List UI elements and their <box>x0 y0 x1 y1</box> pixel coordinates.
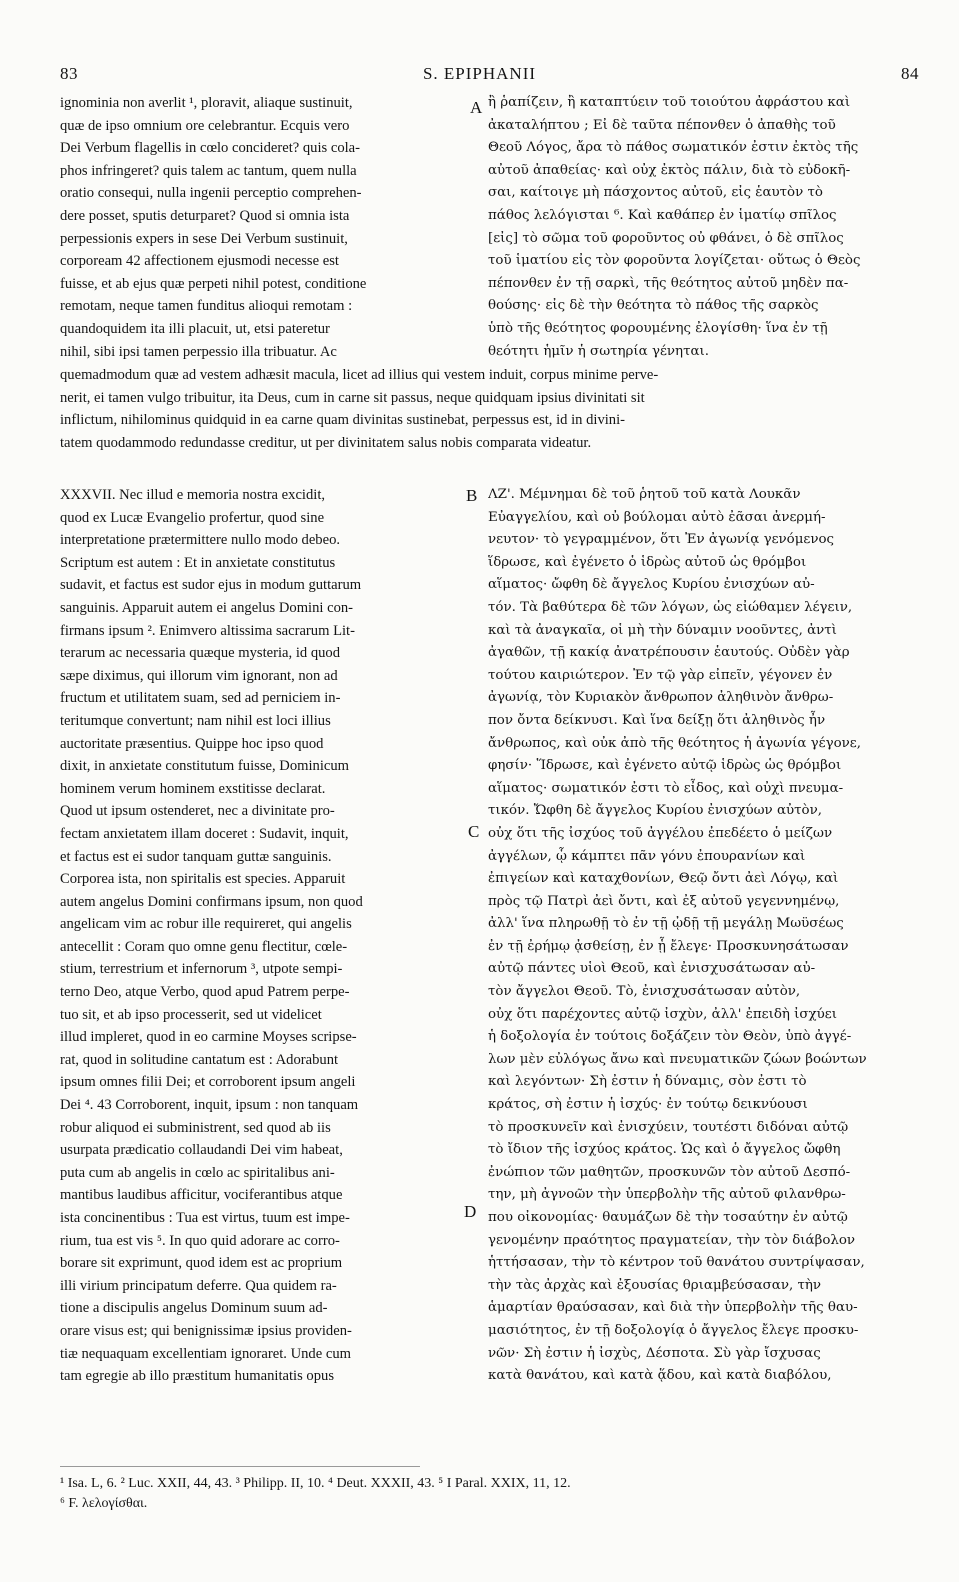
text-line: ipsum omnes filii Dei; et corroborent ipsum angeli <box>60 1074 356 1091</box>
text-line: πάθος λελόγισται ⁶. Καὶ καθάπερ ἐν ἱματίῳ σπῖλος <box>488 207 837 223</box>
text-line: tiæ nequaquam excellentiam ignoraret. Unde cum <box>60 1345 351 1362</box>
text-line: την, μὴ ἀγνοῶν τὴν ὑπερβολὴν τῆς αὐτοῦ φιλανθρω- <box>488 1187 846 1203</box>
text-line: κράτος, σὴ ἐστιν ἡ ἰσχύς· ἐν τούτῳ δεικνύουσι <box>488 1097 808 1113</box>
text-line: perpessionis expers in sese Dei Verbum sustinuit, <box>60 230 348 247</box>
text-line: sæpe diximus, qui illorum vim ignorant, non ad <box>60 667 338 684</box>
text-line: illud impleret, quod in eo carmine Moyses scripse- <box>60 1029 357 1046</box>
text-line: μασιότητος, ἐν τῇ δοξολογίᾳ ὁ ἄγγελος ἔλεγε προσκυ- <box>488 1322 859 1338</box>
text-line: ὑπὸ τῆς θεότητος φορουμένης ἐλογίσθη· ἵνα ἐν τῇ <box>488 320 828 336</box>
section-marker-c: C <box>468 822 480 841</box>
text-line: inflictum, nihilominus quidquid in ea carne quam divinitas sustinebat, perpessus est, id in divini- <box>60 412 626 429</box>
text-line: νῶν· Σὴ ἐστιν ἡ ἰσχὺς, Δέσποτα. Σὺ γὰρ ἴσχυσας <box>488 1345 821 1361</box>
text-line: ignominia non averlit ¹, ploravit, aliaque sustinuit, <box>60 95 353 111</box>
text-line: quemadmodum quæ ad vestem adhæsit macula, licet ad illius qui vestem induit, corpus minime perve- <box>60 367 659 383</box>
section-marker-b: B <box>466 486 478 505</box>
text-line: τὸν ἄγγελοι Θεοῦ. Τὸ, ἐνισχυσάτωσαν αὐτὸν, <box>488 984 801 1000</box>
section-marker-d: D <box>464 1202 477 1221</box>
text-line: πρὸς τῷ Πατρὶ ἀεὶ ὄντι, καὶ ἐξ αὐτοῦ γεγεννημένῳ, <box>488 893 840 909</box>
page-number-left: 83 <box>60 64 78 83</box>
text-line: interpretatione prætermittere nullo modo debeo. <box>60 532 341 549</box>
text-line: quandoquidem ita illi placuit, ut, etsi pateretur <box>60 320 330 337</box>
text-line: τὸ προσκυνεῖν καὶ ἐνισχύειν, τουτέστι διδόναι αὐτῷ <box>488 1119 849 1135</box>
text-line: puta cum ab angelis in cœlo ac spiritalibus ani- <box>60 1164 335 1181</box>
text-line: terarum ac necessaria quæque mysteria, id quod <box>60 645 341 662</box>
text-line: γενομένην πραότητος πραγματείαν, τὴν τὸν διάβολον <box>488 1232 856 1248</box>
text-line: teritumque convertunt; nam nihil est loci illius <box>60 712 331 729</box>
text-line: et factus est ei sudor tanquam guttæ sanguinis. <box>60 848 332 865</box>
text-line: τοῦ ἱματίου εἰς τὸν φοροῦντα λογίζεται· οὕτως ὁ Θεὸς <box>488 253 861 269</box>
text-line: ἵδρωσε, καὶ ἐγένετο ὁ ἱδρὼς αὐτοῦ ὡς θρόμβοι <box>488 554 807 570</box>
text-line: tione a discipulis angelus Dominum suum ad- <box>60 1300 328 1317</box>
text-line: ΛΖ'. Μέμνημαι δὲ τοῦ ῥητοῦ τοῦ κατὰ Λουκᾶν <box>488 487 801 502</box>
text-line: που οἰκονομίας· θαυμάζων δὲ τὴν τοσαύτην ἐν αὐτῷ <box>488 1210 848 1225</box>
latin-column-section-1 <box>60 92 468 363</box>
text-line: λων μὲν εὐλόγως ἄνω καὶ πνευματικῶν ζώων βοώντων <box>488 1051 867 1067</box>
text-line: ἄνθρωπος, καὶ οὐκ ἀπὸ τῆς θεότητος ἡ ἀγωνία γέγονε, <box>488 735 861 751</box>
latin-column-section-2 <box>60 484 468 1388</box>
text-line: ista concinentibus : Tua est virtus, tuum est impe- <box>60 1210 350 1226</box>
text-line: φησίν· Ἵδρωσε, καὶ ἐγένετο αὐτῷ ἱδρὼς ὡς θρόμβοι <box>488 758 842 774</box>
greek-column-section-1 <box>488 92 920 363</box>
text-line: auctoritate præsentius. Quippe hoc ipso quod <box>60 735 324 752</box>
text-line: ἀκαταλήπτου ; Εἰ δὲ ταῦτα πέπονθεν ὁ ἀπαθὴς τοῦ <box>488 117 836 133</box>
text-line: ἢ ῥαπίζειν, ἢ καταπτύειν τοῦ τοιούτου ἀφράστου καὶ <box>488 95 851 110</box>
text-line: αἵματος· σωματικόν ἐστι τὸ εἶδος, καὶ οὐχὶ πνευμα- <box>488 780 844 796</box>
text-line: corpoream 42 affectionem ejusmodi necesse est <box>60 253 339 270</box>
text-line: borare sit exprimunt, quod idem est ac proprium <box>60 1255 343 1272</box>
text-line: dixit, in anxietate constitutum fuisse, Dominicum <box>60 758 349 775</box>
text-line: τούτου καιριώτερον. Ἐν τῷ γὰρ εἰπεῖν, γέγονεν ἐν <box>488 667 833 683</box>
text-line: fuisse, et ab ejus quæ perpeti nihil potest, conditione <box>60 275 367 292</box>
text-line: ἀγγέλων, ᾧ κάμπτει πᾶν γόνυ ἐπουρανίων καὶ <box>488 848 806 864</box>
text-line: καὶ τὰ ἀναγκαῖα, οἱ μὴ τὴν δύναμιν νοοῦντες, ἀντὶ <box>488 622 837 638</box>
text-line: robur aliquod ei subministrent, sed quod ab iis <box>60 1119 331 1136</box>
greek-column-section-2 <box>488 484 920 1388</box>
text-line: θεότητι ἡμῖν ἡ σωτηρία γένηται. <box>488 343 710 359</box>
text-line: ἀγαθῶν, τῇ κακίᾳ ἀνατρέπουσιν ἑαυτούς. Οὐδὲν γὰρ <box>488 645 850 661</box>
text-line: nihil, sibi ipsi tamen perpessio illa tribuatur. Ac <box>60 343 337 360</box>
text-line: τικόν. Ὤφθη δὲ ἄγγελος Κυρίου ἐνισχύων αὐτὸν, <box>488 803 822 819</box>
text-line: angelicam vim ac robur ille requireret, qui angelis <box>60 916 352 933</box>
latin-full-width-paragraph <box>60 364 920 454</box>
text-line: πέπονθεν ἐν τῇ σαρκὶ, τῆς θεότητος αὐτοῦ μηδὲν πα- <box>488 275 849 291</box>
text-line: τὸ ἴδιον τῆς ἰσχύος κράτος. Ὡς καὶ ὁ ἄγγελος ὤφθη <box>488 1142 841 1158</box>
text-line: illi virium principatum deferre. Qua quidem ra- <box>60 1277 337 1294</box>
text-line: ἡττήσασαν, τὴν τὸ κέντρον τοῦ θανάτου συντρίψασαν, <box>488 1255 865 1271</box>
footnotes <box>60 1474 920 1514</box>
section-marker-a: A <box>470 98 483 117</box>
page-number-right: 84 <box>901 64 919 83</box>
text-line: Scriptum est autem : Et in anxietate constitutus <box>60 554 336 571</box>
text-line: Dei Verbum flagellis in cœlo concideret? quis cola- <box>60 140 361 157</box>
text-line: mantibus laudibus afficitur, vociferantibus atque <box>60 1187 343 1204</box>
text-line: Quod ut ipsum ostenderet, nec a divinitate pro- <box>60 803 335 820</box>
text-line: Θεοῦ Λόγος, ἄρα τὸ πάθος σωματικόν ἐστιν ἐκτὸς τῆς <box>488 140 859 156</box>
footnote-divider <box>60 1466 420 1467</box>
text-line: nerit, ei tamen vulgo tribuitur, ita Deus, cum in carne sit passus, neque quidquam ipsius divinitati sit <box>60 389 645 406</box>
text-line: ἀγωνίᾳ, τὸν Κυριακὸν ἄνθρωπον ἀληθινὸν ἄνθρω- <box>488 690 834 706</box>
text-line: πον ὄντα δείκνυσι. Καὶ ἵνα δείξῃ ὅτι ἀληθινὸς ἦν <box>488 712 826 728</box>
text-line: sanguinis. Apparuit autem ei angelus Domini con- <box>60 599 354 616</box>
text-line: Dei ⁴. 43 Corroborent, inquit, ipsum : non tanquam <box>60 1097 359 1114</box>
text-line: νευτον· τὸ γεγραμμένον, ὅτι Ἐν ἀγωνίᾳ γενόμενος <box>488 532 835 548</box>
text-line: XXXVII. Nec illud e memoria nostra excidit, <box>60 487 326 503</box>
text-line: remotam, neque tamen funditus alioqui remotam : <box>60 298 353 315</box>
text-line: quod ex Lucæ Evangelio profertur, quod sine <box>60 509 325 526</box>
text-line: ἡ δοξολογία ἐν τούτοις δοξάζειν τὸν Θεὸν, ὑπὸ ἀγγέ- <box>488 1029 852 1045</box>
footnote-line: ¹ Isa. L, 6. ² Luc. XXII, 44, 43. ³ Philipp. II, 10. ⁴ Deut. XXXII, 43. ⁵ I Paral. XXIX, 11, 12. <box>60 1476 571 1491</box>
text-line: οὐχ ὅτι τῆς ἰσχύος τοῦ ἀγγέλου ἐπεδέετο ὁ μείζων <box>488 825 833 841</box>
text-line: οὐχ ὅτι παρέχοντες αὐτῷ ἰσχὺν, ἀλλ' ἐπειδὴ ἰσχύει <box>488 1006 837 1022</box>
text-line: τόν. Τὰ βαθύτερα δὲ τῶν λόγων, ὡς εἰώθαμεν λέγειν, <box>488 599 853 615</box>
text-line: τὴν τὰς ἀρχὰς καὶ ἐξουσίας θριαμβεύσασαν, τὴν <box>488 1277 822 1293</box>
text-line: Corporea ista, non spiritalis est species. Apparuit <box>60 871 346 888</box>
text-line: tuo sit, et ab ipso processerit, sed ut videlicet <box>60 1006 322 1023</box>
text-line: rat, quod in solitudine cantatum est : Adorabunt <box>60 1051 339 1068</box>
text-line: quæ de ipso omnium ore celebrantur. Ecquis vero <box>60 117 350 134</box>
text-line: stium, terrestrium et infernorum ³, utpote sempi- <box>60 961 343 978</box>
text-line: usurpata prædicatio collaudandi Dei vim habeat, <box>60 1142 343 1159</box>
text-line: phos infringeret? quis talem ac tantum, quem nulla <box>60 162 357 179</box>
text-line: ἀλλ' ἵνα πληρωθῇ τὸ ἐν τῇ ᾠδῇ τῇ μεγάλῃ Μωϋσέως <box>488 916 844 932</box>
text-line: terno Deo, atque Verbo, quod apud Patrem perpe- <box>60 984 350 1001</box>
text-line: ἐνώπιον τῶν μαθητῶν, προσκυνῶν τὸν αὐτοῦ Δεσπό- <box>488 1164 851 1180</box>
text-line: θούσης· εἰς δὲ τὴν θεότητα τὸ πάθος τῆς σαρκὸς <box>488 298 819 314</box>
running-title: S. EPIPHANII <box>422 64 537 83</box>
text-line: Εὐαγγελίου, καὶ οὐ βούλομαι αὐτὸ ἐᾶσαι ἀνερμή- <box>488 509 826 525</box>
text-line: antecellit : Coram quo omne genu flectitur, cœle- <box>60 938 348 955</box>
text-line: oratio consequi, nulla ingenii perceptio comprehen- <box>60 185 362 202</box>
text-line: σαι, καίτοιγε μὴ πάσχοντος αὐτοῦ, εἰς ἑαυτὸν τὸ <box>488 185 823 201</box>
text-line: καὶ λεγόντων· Σὴ ἐστιν ἡ δύναμις, σὸν ἐστι τὸ <box>488 1074 807 1090</box>
text-line: ἐπιγείων καὶ καταχθονίων, Θεῷ ὄντι ἀεὶ Λόγῳ, καὶ <box>488 871 839 887</box>
text-line: αὐτοῦ ἀπαθείας· καὶ οὐχ ἐκτὸς πάλιν, διὰ τὸ εὐδοκῆ- <box>488 162 851 178</box>
text-line: ἐν τῇ ἐρήμῳ ᾀσθείσῃ, ἐν ᾗ ἔλεγε· Προσκυνησάτωσαν <box>488 938 849 954</box>
text-line: autem angelus Domini confirmans ipsum, non quod <box>60 893 363 910</box>
text-line: firmans ipsum ². Enimvero altissima sacrarum Lit- <box>60 622 355 639</box>
text-line: hominem verum hominem exstitisse declarat. <box>60 780 326 797</box>
text-line: tam egregie ab illo præstitum humanitatis opus <box>60 1368 334 1385</box>
text-line: fectam anxietatem illam doceret : Sudavit, inquit, <box>60 825 349 842</box>
text-line: αὐτῷ πάντες υἱοὶ Θεοῦ, καὶ ἐνισχυσάτωσαν αὐ- <box>488 961 816 977</box>
text-line: fructum et utilitatem suam, sed ad perniciem in- <box>60 690 341 707</box>
text-line: αἵματος· ὤφθη δὲ ἄγγελος Κυρίου ἐνισχύων αὐ- <box>488 577 815 593</box>
text-line: ἁμαρτίαν θραύσασαν, καὶ διὰ τὴν ὑπερβολὴν τῆς θαυ- <box>488 1300 858 1316</box>
text-line: [εἰς] τὸ σῶμα τοῦ φοροῦντος οὐ φθάνει, ὁ δὲ σπῖλος <box>488 230 844 246</box>
text-line: sudavit, et factus est sudor ejus in modum guttarum <box>60 577 362 594</box>
text-line: rium, tua est vis ⁵. In quo quid adorare ac corro- <box>60 1232 340 1249</box>
footnote-line: ⁶ F. λελογίσθαι. <box>60 1496 148 1511</box>
text-line: tatem quodammodo redundasse creditur, ut per divinitatem salus nobis comparata videatur. <box>60 434 592 451</box>
text-line: κατὰ θανάτου, καὶ κατὰ ᾅδου, καὶ κατὰ διαβόλου, <box>488 1368 832 1384</box>
text-line: dere posset, sputis deturparet? Quod si omnia ista <box>60 207 350 224</box>
text-line: orare visus est; qui benignissimæ ipsius providen- <box>60 1322 352 1339</box>
